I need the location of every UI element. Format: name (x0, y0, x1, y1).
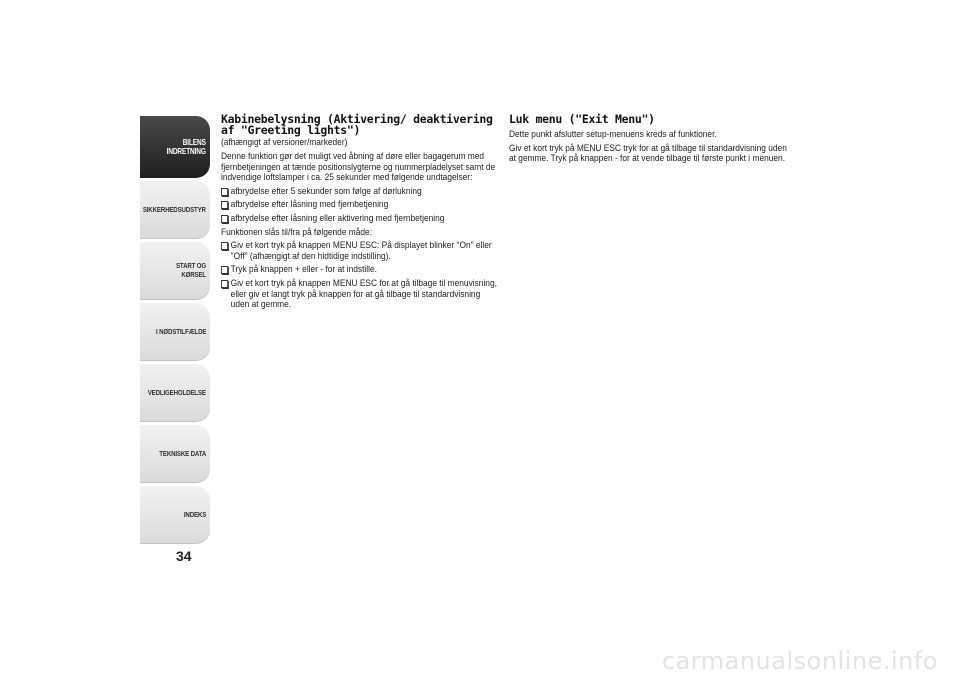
checkbox-bullet-icon (221, 201, 228, 209)
tab-tekniske-data[interactable] (140, 425, 210, 483)
tab-label: START OG KØRSEL (175, 261, 206, 279)
tab-label: SIKKERHEDSUDSTYR (143, 204, 206, 214)
intro-paragraph: Denne funktion gør det muligt ved åbning af døre eller bagagerum med fjernbetjeningen at tænde positionslygterne og nummerpladelyset samt de indvendige loftslamper i ca. 25 sekunder med følgende undtagelser: (221, 151, 496, 184)
checkbox-bullet-icon (221, 266, 228, 274)
checkbox-bullet-icon (221, 215, 228, 223)
tab-label: VEDLIGEHOLDELSE (147, 387, 206, 397)
page-number: 34 (176, 548, 192, 564)
tab-label: I NØDSTILFÆLDE (155, 326, 206, 336)
greeting-lights-section (221, 114, 501, 314)
section-heading: Kabinebelysning (Aktivering/ deaktivering af "Greeting lights") (221, 112, 493, 137)
exit-menu-paragraph-1: Dette punkt afslutter setup-menuens kreds af funktioner. (509, 129, 717, 140)
step-list (221, 241, 501, 311)
exit-menu-paragraph-2: Giv et kort tryk på MENU ESC tryk for at gå tilbage til standardvisning uden at gemme. Tryk på knappen - for at vende tilbage til første punkt i menuen. (509, 142, 787, 165)
exception-list (221, 187, 501, 225)
exit-menu-section (509, 114, 789, 168)
tab-vedligeholdelse[interactable] (140, 364, 210, 422)
chapter-tab-nav (140, 116, 210, 547)
list-item: afbrydelse efter låsning med fjernbetjening (221, 200, 501, 211)
tab-i-nodstilfaelde[interactable] (140, 303, 210, 361)
tab-start-og-korsel[interactable] (140, 242, 210, 300)
tab-bilens-indretning[interactable] (140, 116, 210, 178)
watermark: carmanualsonline.info (661, 647, 938, 675)
tab-label: BILENS INDRETNING (166, 137, 206, 156)
tab-label: INDEKS (183, 509, 206, 519)
tab-sikkerhedsudstyr[interactable] (140, 181, 210, 239)
list-item: Tryk på knappen + eller - for at indstille. (221, 265, 501, 276)
tab-indeks[interactable] (140, 486, 210, 544)
section-subheading: (afhængigt af versioner/markeder) (221, 137, 348, 148)
how-to-paragraph: Funktionen slås til/fra på følgende måde: (221, 226, 373, 238)
list-item: Giv et kort tryk på knappen MENU ESC: På displayet blinker "On" eller "Off" (afhængigt af den hidtidige indstilling). (221, 241, 501, 262)
list-item: Giv et kort tryk på knappen MENU ESC for at gå tilbage til menuvisning, eller giv et langt tryk på knappen for at gå tilbage til standardvisning uden at gemme. (221, 279, 501, 311)
list-item: afbrydelse efter 5 sekunder som følge af dørlukning (221, 187, 501, 198)
list-item: afbrydelse efter låsning eller aktivering med fjernbetjening (221, 214, 501, 225)
checkbox-bullet-icon (221, 242, 228, 250)
checkbox-bullet-icon (221, 188, 228, 196)
tab-label: TEKNISKE DATA (159, 448, 206, 458)
checkbox-bullet-icon (221, 280, 228, 288)
section-heading: Luk menu ("Exit Menu") (509, 112, 655, 126)
